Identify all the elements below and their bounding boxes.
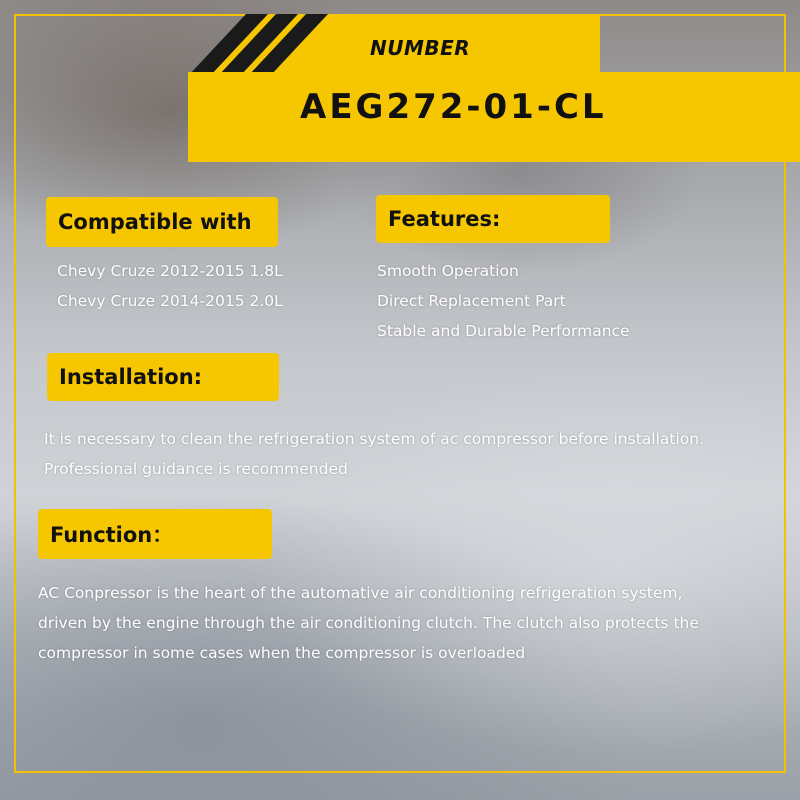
- compatible-heading: Compatible with: [46, 197, 278, 247]
- installation-text: [44, 424, 704, 484]
- function-text: [38, 578, 699, 668]
- feature-line: Direct Replacement Part: [377, 292, 566, 310]
- features-heading: Features:: [376, 195, 610, 243]
- compatible-list: [57, 256, 283, 316]
- compatible-line: Chevy Cruze 2012-2015 1.8L: [57, 262, 283, 280]
- number-label: NUMBER: [370, 36, 471, 60]
- function-line: driven by the engine through the air conditioning clutch. The clutch also protects the: [38, 614, 699, 632]
- installation-line: It is necessary to clean the refrigeration system of ac compressor before installation.: [44, 430, 704, 448]
- part-number: AEG272-01-CL: [300, 87, 607, 127]
- compatible-line: Chevy Cruze 2014-2015 2.0L: [57, 292, 283, 310]
- feature-line: Smooth Operation: [377, 262, 519, 280]
- stripes-decoration: [188, 14, 328, 76]
- function-line: compressor in some cases when the compressor is overloaded: [38, 644, 526, 662]
- feature-line: Stable and Durable Performance: [377, 322, 630, 340]
- installation-line: Professional guidance is recommended: [44, 460, 348, 478]
- function-heading: Function：: [38, 509, 272, 559]
- features-list: [377, 256, 630, 346]
- function-line: AC Conpressor is the heart of the automative air conditioning refrigeration system,: [38, 584, 683, 602]
- installation-heading: Installation:: [47, 353, 279, 401]
